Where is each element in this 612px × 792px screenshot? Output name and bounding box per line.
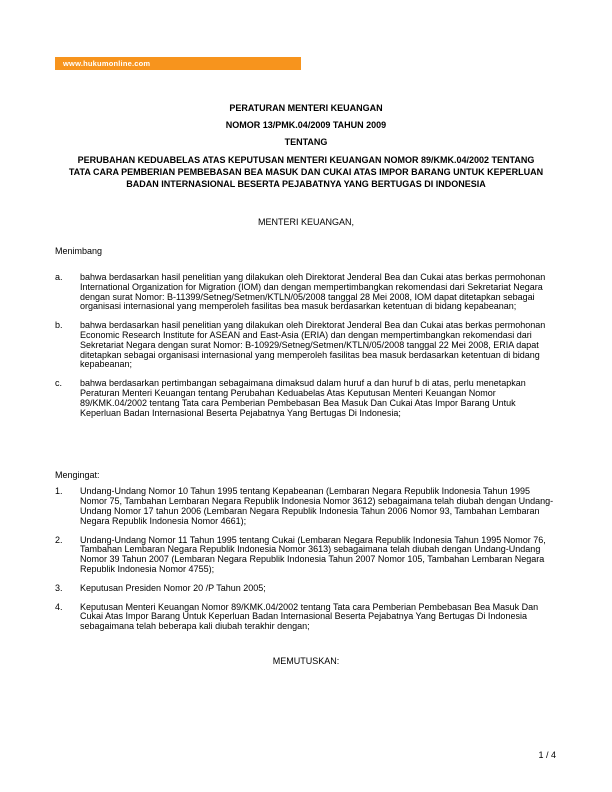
decision-heading: MEMUTUSKAN: bbox=[272, 655, 340, 666]
menimbang-list bbox=[55, 273, 557, 418]
website-label: www.hukumonline.com bbox=[63, 59, 151, 68]
list-item bbox=[55, 584, 557, 594]
list-marker: a. bbox=[55, 272, 63, 282]
mengingat-list bbox=[55, 487, 557, 632]
list-text: bahwa berdasarkan hasil penelitian yang dilakukan oleh Direktorat Jenderal Bea dan Cukai atas berkas permohonan Economic Research Institute for ASEAN and East-Asia (ERIA) dan dengan mempertimbangkan rekomendasi dari Sekretariat Negara dengan surat Nomor: B-10929/Setneg/Setmen/KTLN/05/2008 tanggal 22 Mei 2008, ERIA dapat ditetapkan sebagai organisasi internasional yang memperoleh fasilitas bea masuk berdasarkan ketentuan di bidang kepabeanan; bbox=[80, 320, 546, 370]
list-item bbox=[55, 273, 557, 312]
title-line-2: NOMOR 13/PMK.04/2009 TAHUN 2009 bbox=[225, 120, 387, 130]
list-marker: 3. bbox=[55, 582, 63, 593]
list-item bbox=[55, 536, 557, 575]
menimbang-label: Menimbang bbox=[55, 246, 103, 256]
title-line-3: TENTANG bbox=[284, 137, 328, 147]
list-marker: c. bbox=[55, 378, 63, 389]
title-line-1: PERATURAN MENTERI KEUANGAN bbox=[229, 103, 383, 113]
list-item bbox=[55, 603, 557, 632]
list-text: Keputusan Presiden Nomor 20 /P Tahun 2005; bbox=[80, 582, 266, 593]
list-item bbox=[55, 379, 557, 418]
list-text: bahwa berdasarkan pertimbangan sebagaimana dimaksud dalam huruf a dan huruf b di atas, perlu menetapkan Peraturan Menteri Keuangan tentang Perubahan Keduabelas Atas Keputusan Menteri Keuangan Nomor 89/KMK.04/2002 tentang Tata cara Pemberian Pembebasan Bea Masuk Dan Cukai Atas Impor Barang Untuk Keperluan Badan Internasional Beserta Pejabatnya Yang Bertugas Di Indonesia; bbox=[80, 378, 526, 418]
list-marker: 2. bbox=[55, 534, 63, 545]
list-text: Undang-Undang Nomor 11 Tahun 1995 tentang Cukai (Lembaran Negara Republik Indonesia Tahun 1995 Nomor 76, Tambahan Lembaran Negara Republik Indonesia Nomor 3613) sebagaimana telah diubah dengan Undang-Undang Nomor 39 Tahun 2007 (Lembaran Negara Republik Indonesia Tahun 2007 Nomor 105, Tambahan Lembaran Negara Republik Indonesia Nomor 4755); bbox=[80, 534, 546, 574]
list-text: Undang-Undang Nomor 10 Tahun 1995 tentang Kepabeanan (Lembaran Negara Republik Indonesia Tahun 1995 Nomor 75, Tambahan Lembaran Negara Republik Indonesia Nomor 3612) sebagaimana telah diubah dengan Undang-Undang Nomor 17 tahun 2006 (Lembaran Negara Republik Indonesia Tahun 2006 Nomor 93, Tambahan Lembaran Negara Republik Indonesia Nomor 4661); bbox=[80, 486, 554, 526]
list-marker: 4. bbox=[55, 601, 63, 612]
list-text: Keputusan Menteri Keuangan Nomor 89/KMK.04/2002 tentang Tata cara Pemberian Pembebasan Bea Masuk Dan Cukai Atas Impor Barang Untuk Keperluan Badan Internasional Beserta Pejabatnya Yang Bertugas Di Indonesia sebagaimana telah beberapa kali diubah terakhir dengan; bbox=[80, 601, 539, 632]
list-item bbox=[55, 321, 557, 370]
mengingat-label: Mengingat: bbox=[55, 470, 100, 481]
document-title-block bbox=[55, 103, 557, 190]
list-marker: b. bbox=[55, 320, 63, 331]
list-item bbox=[55, 487, 557, 526]
list-text: bahwa berdasarkan hasil penelitian yang dilakukan oleh Direktorat Jenderal Bea dan Cukai atas berkas permohonan International Organization for Migration (IOM) dan dengan mempertimbangkan rekomendasi dari Sekretariat Negara dengan surat Nomor: B-11399/Setneg/Setmen/KTLN/05/2008 tanggal 28 Mei 2008, IOM dapat ditetapkan sebagai organisasi internasional yang memperoleh fasilitas bea masuk berdasarkan ketentuan di bidang kepabeanan; bbox=[80, 272, 546, 312]
salutation: MENTERI KEUANGAN, bbox=[257, 217, 354, 227]
page-number: 1 / 4 bbox=[538, 750, 556, 760]
list-marker: 1. bbox=[55, 486, 63, 497]
title-subject: PERUBAHAN KEDUABELAS ATAS KEPUTUSAN MENTERI KEUANGAN NOMOR 89/KMK.04/2002 TENTANG TATA CARA PEMBERIAN PEMBEBASAN BEA MASUK DAN CUKAI ATAS IMPOR BARANG UNTUK KEPERLUAN BADAN INTERNASIONAL BESERTA PEJABATNYA YANG BERTUGAS DI INDONESIA bbox=[68, 155, 544, 189]
brand-bar bbox=[55, 57, 301, 70]
